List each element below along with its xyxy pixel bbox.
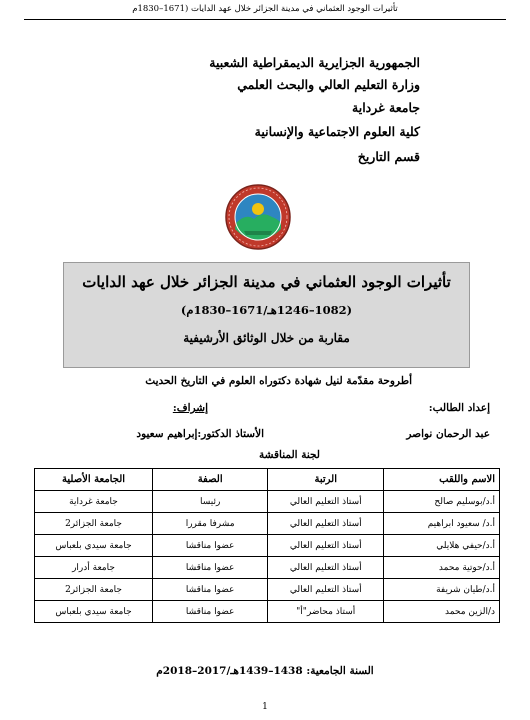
member-name: أ.د/ سعيود ابراهيم [384, 513, 500, 535]
title-box [63, 262, 470, 368]
table-row [35, 557, 500, 579]
faculty-name: كلية العلوم الاجتماعية والإنسانية [254, 124, 420, 139]
ministry-name: وزارة التعليم العالي والبحث العلمي [237, 77, 420, 92]
member-role: عضوا مناقشا [153, 579, 268, 601]
table-row [35, 535, 500, 557]
committee-heading: لجنة المناقشة [258, 449, 320, 461]
university-emblem-icon [224, 183, 292, 251]
republic-name: الجمهورية الجزايرية الديمقراطية الشعبية [209, 55, 420, 70]
member-university: جامعة الجزائر2 [35, 579, 153, 601]
member-role: عضوا مناقشا [153, 601, 268, 623]
table-row [35, 601, 500, 623]
supervisor-label: إشراف: [172, 402, 208, 414]
member-rank: أستاذ التعليم العالي [268, 513, 384, 535]
member-rank: أستاذ التعليم العالي [268, 535, 384, 557]
thesis-subtitle: مقاربة من خلال الوثائق الأرشيفية [183, 331, 350, 345]
member-university: جامعة سيدي بلعباس [35, 535, 153, 557]
academic-year: السنة الجامعية: 1438–1439هـ/2017–2018م [156, 665, 374, 677]
table-row [35, 491, 500, 513]
header-name: الاسم واللقب [384, 469, 500, 491]
department-name: قسم التاريخ [357, 149, 420, 164]
member-name: أ.د/طيان شريفة [384, 579, 500, 601]
page-number: 1 [262, 702, 268, 712]
member-name: د/الزين محمد [384, 601, 500, 623]
member-rank: أستاذ التعليم العالي [268, 491, 384, 513]
member-rank: أستاذ محاضر"أ" [268, 601, 384, 623]
member-rank: أستاذ التعليم العالي [268, 579, 384, 601]
table-header-row [35, 469, 500, 491]
member-role: عضوا مناقشا [153, 557, 268, 579]
thesis-note: أطروحة مقدّمة لنيل شهادة دكتوراه العلوم في التاريخ الحديث [145, 375, 412, 387]
student-name: عبد الرحمان نواصر [406, 428, 490, 440]
thesis-title: تأثيرات الوجود العثماني في مدينة الجزائر خلال عهد الدايات [82, 273, 451, 291]
prepared-by-label: إعداد الطالب: [428, 402, 490, 414]
header-role: الصفة [153, 469, 268, 491]
member-name: أ.د/حيفي هلايلي [384, 535, 500, 557]
thesis-dates: (1082–1246هـ/1671–1830م) [180, 303, 353, 317]
member-role: مشرفا مقررا [153, 513, 268, 535]
table-row [35, 579, 500, 601]
member-role: رئيسا [153, 491, 268, 513]
committee-table [34, 468, 500, 623]
running-header: تأثيرات الوجود العثماني في مدينة الجزائر خلال عهد الدايات (1671–1830م [132, 4, 398, 14]
header-rule [24, 19, 506, 20]
table-row [35, 513, 500, 535]
header-university: الجامعة الأصلية [35, 469, 153, 491]
member-university: جامعة أدرار [35, 557, 153, 579]
member-university: جامعة سيدي بلعباس [35, 601, 153, 623]
supervisor-name: الأستاذ الدكتور:إبراهيم سعيود [136, 428, 264, 440]
member-name: أ.د/حوتية محمد [384, 557, 500, 579]
member-university: جامعة الجزائر2 [35, 513, 153, 535]
member-university: جامعة غرداية [35, 491, 153, 513]
member-rank: أستاذ التعليم العالي [268, 557, 384, 579]
member-name: أ.د/بوسليم صالح [384, 491, 500, 513]
header-rank: الرتبة [268, 469, 384, 491]
member-role: عضوا مناقشا [153, 535, 268, 557]
university-name: جامعة غرداية [352, 100, 420, 115]
